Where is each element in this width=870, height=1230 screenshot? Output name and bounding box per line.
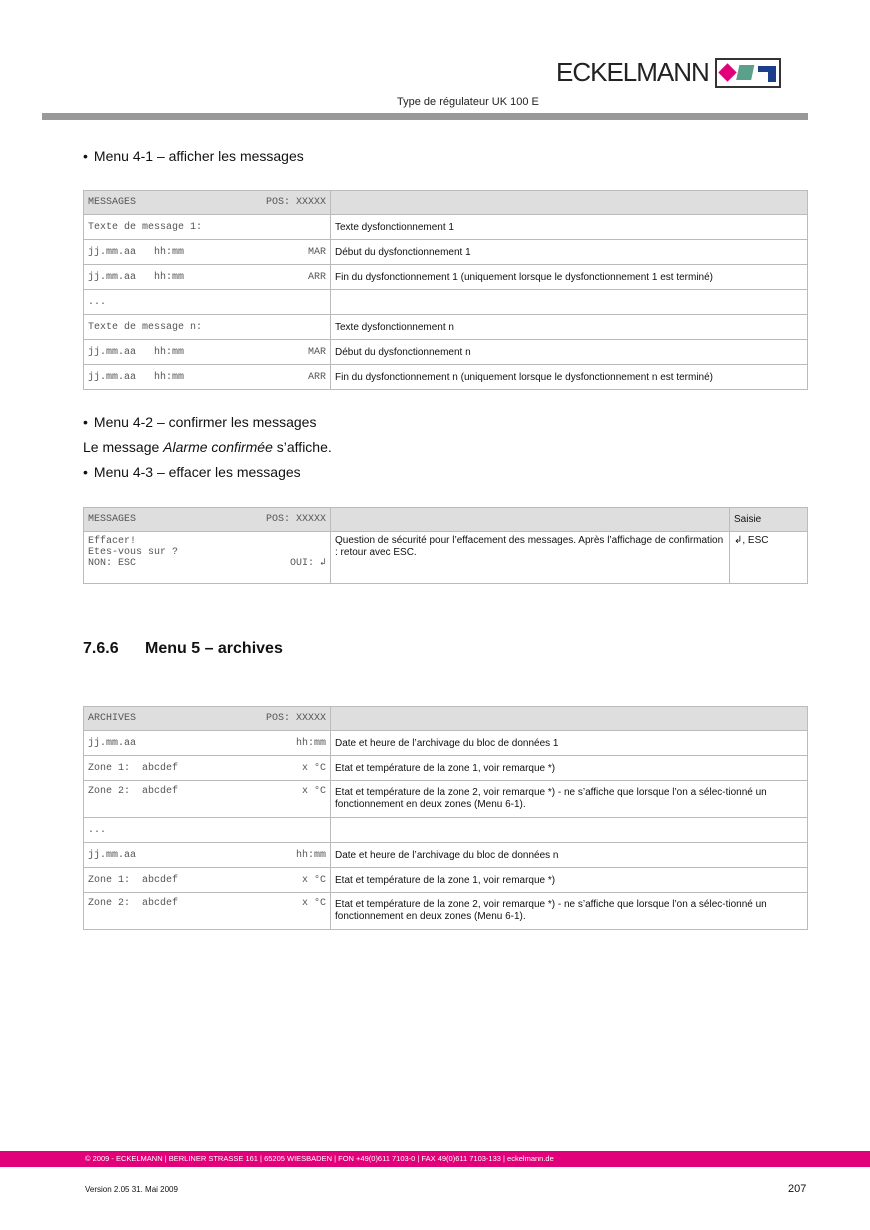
table-row: [84, 290, 808, 315]
screen-cell: jj.mm.aa hh:mm: [84, 843, 331, 868]
description-cell: Fin du dysfonctionnement 1 (uniquement lorsque le dysfonctionnement 1 est terminé): [331, 265, 808, 290]
messages-table: [83, 190, 808, 390]
table-header-row: [84, 191, 808, 215]
logo: [556, 57, 781, 88]
screen-cell: jj.mm.aa hh:mm: [84, 731, 331, 756]
table-row: [84, 240, 808, 265]
table-row: [84, 215, 808, 240]
screen-header-cell: MESSAGES POS: XXXXX: [84, 508, 331, 532]
screen-header-cell: ARCHIVES POS: XXXXX: [84, 707, 331, 731]
table-row: [84, 365, 808, 390]
description-cell: [331, 290, 808, 315]
archives-table: [83, 706, 808, 930]
table-row: [84, 731, 808, 756]
table-row: [84, 818, 808, 843]
table-header-row: [84, 707, 808, 731]
input-header-cell: Saisie: [730, 508, 808, 532]
description-cell: Etat et température de la zone 1, voir remarque *): [331, 868, 808, 893]
logo-icon: [715, 58, 781, 88]
description-cell: Question de sécurité pour l’effacement des messages. Après l’affichage de confirmation : retour avec ESC.: [331, 532, 730, 584]
bullet-menu-4-3: • Menu 4-3 – effacer les messages: [83, 464, 301, 480]
description-cell: Texte dysfonctionnement n: [331, 315, 808, 340]
table-row: [84, 893, 808, 930]
description-cell: Etat et température de la zone 2, voir remarque *) - ne s’affiche que lorsque l’on a sélec-tionné un fonctionnement en deux zones (Menu 6-1).: [331, 893, 808, 930]
section-number: 7.6.6: [83, 640, 119, 657]
screen-cell: ...: [84, 290, 331, 315]
input-cell: ↲, ESC: [730, 532, 808, 584]
table-row: [84, 781, 808, 818]
table-row: [84, 843, 808, 868]
screen-cell: jj.mm.aa hh:mm MAR: [84, 340, 331, 365]
description-cell: Texte dysfonctionnement 1: [331, 215, 808, 240]
screen-cell: Zone 1: abcdef x °C: [84, 756, 331, 781]
screen-cell: Texte de message 1:: [84, 215, 331, 240]
screen-cell: jj.mm.aa hh:mm ARR: [84, 265, 331, 290]
table-row: [84, 340, 808, 365]
description-cell: Date et heure de l’archivage du bloc de données 1: [331, 731, 808, 756]
description-header-cell: [331, 191, 808, 215]
table-row: [84, 532, 808, 584]
section-title: Menu 5 – archives: [145, 640, 283, 657]
screen-cell: Zone 1: abcdef x °C: [84, 868, 331, 893]
footer-text: © 2009 - ECKELMANN | BERLINER STRASSE 161 | 65205 WIESBADEN | FON +49(0)611 7103-0 | FAX 49(0)611 7103-133 | eckelmann.de: [85, 1154, 554, 1163]
table-row: [84, 868, 808, 893]
header-divider: [42, 113, 808, 120]
delete-messages-table: [83, 507, 808, 584]
screen-cell: Effacer! Etes-vous sur ? NON: ESC OUI: ↲: [84, 532, 331, 584]
bullet-menu-4-1: • Menu 4-1 – afficher les messages: [83, 148, 304, 164]
logo-text: ECKELMANN: [556, 57, 709, 87]
description-cell: Etat et température de la zone 1, voir remarque *): [331, 756, 808, 781]
document-subtitle: Type de régulateur UK 100 E: [397, 96, 539, 108]
page-number: 207: [788, 1183, 807, 1195]
description-cell: Date et heure de l’archivage du bloc de données n: [331, 843, 808, 868]
screen-cell: jj.mm.aa hh:mm MAR: [84, 240, 331, 265]
table-row: [84, 265, 808, 290]
description-cell: Fin du dysfonctionnement n (uniquement lorsque le dysfonctionnement n est terminé): [331, 365, 808, 390]
confirm-message-line: Le message Alarme confirmée s’affiche.: [83, 439, 332, 455]
description-cell: Début du dysfonctionnement 1: [331, 240, 808, 265]
table-row: [84, 315, 808, 340]
description-cell: [331, 818, 808, 843]
section-heading: [83, 640, 283, 658]
description-header-cell: [331, 508, 730, 532]
bullet-menu-4-2: • Menu 4-2 – confirmer les messages: [83, 414, 316, 430]
table-row: [84, 756, 808, 781]
emphasis-text: Alarme confirmée: [163, 439, 273, 455]
screen-cell: jj.mm.aa hh:mm ARR: [84, 365, 331, 390]
screen-cell: ...: [84, 818, 331, 843]
description-cell: Etat et température de la zone 2, voir remarque *) - ne s’affiche que lorsque l’on a sélec-tionné un fonctionnement en deux zones (Menu 6-1).: [331, 781, 808, 818]
table-header-row: [84, 508, 808, 532]
footer-bar: [0, 1151, 870, 1167]
screen-cell: Zone 2: abcdef x °C: [84, 893, 331, 930]
screen-cell: Zone 2: abcdef x °C: [84, 781, 331, 818]
description-header-cell: [331, 707, 808, 731]
screen-header-cell: MESSAGES POS: XXXXX: [84, 191, 331, 215]
version-label: Version 2.05 31. Mai 2009: [85, 1185, 178, 1194]
screen-cell: Texte de message n:: [84, 315, 331, 340]
description-cell: Début du dysfonctionnement n: [331, 340, 808, 365]
